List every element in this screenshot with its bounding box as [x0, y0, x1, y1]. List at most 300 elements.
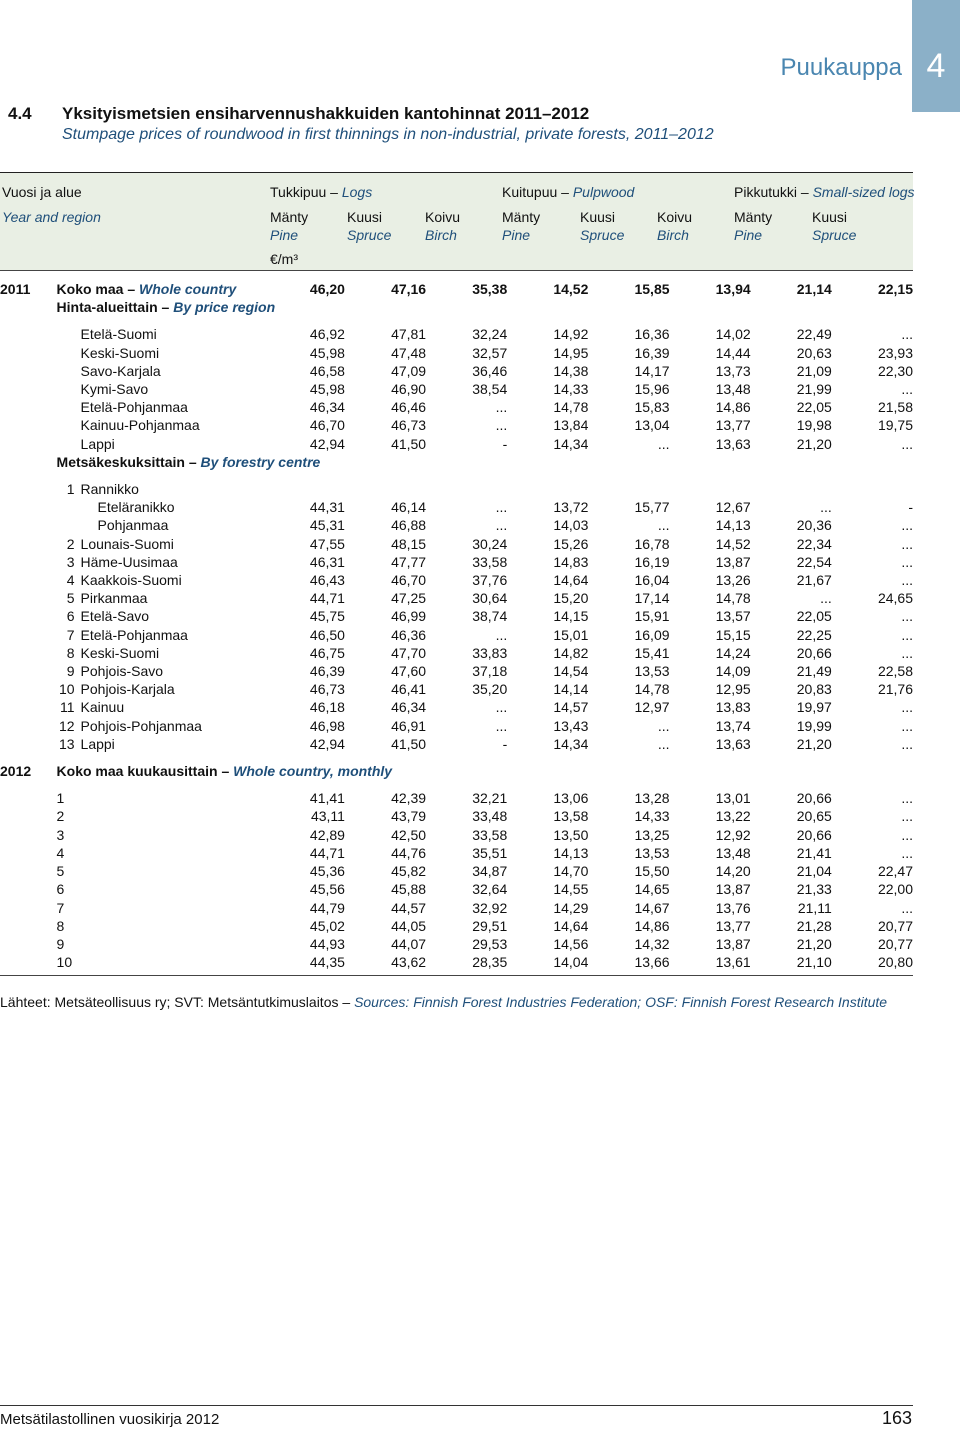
value-cell: 22,47	[877, 863, 913, 880]
value-cell: 12,95	[715, 681, 751, 698]
value-cell: 44,35	[309, 954, 345, 971]
table-row: 1 Rannikko	[66, 481, 139, 498]
value-cell: 14,34	[553, 735, 589, 752]
value-cell: ...	[901, 790, 913, 807]
month-label: 8	[56, 917, 65, 934]
value-cell: 41,50	[391, 435, 427, 452]
value-cell: 22,54	[796, 553, 832, 570]
value-cell: 14,17	[634, 362, 670, 379]
value-cell: 22,05	[796, 608, 832, 625]
header-species-en: Birch	[657, 227, 689, 243]
section-heading: Metsäkeskuksittain – By forestry centre	[56, 453, 321, 470]
table-row	[0, 362, 913, 380]
value-cell: 14,33	[553, 381, 589, 398]
value-cell: 47,60	[391, 663, 427, 680]
value-cell: 14,38	[553, 362, 589, 379]
value-cell: 13,28	[634, 790, 670, 807]
value-cell: 47,09	[391, 362, 427, 379]
value-cell: 14,83	[553, 553, 589, 570]
section-heading: Hinta-alueittain – By price region	[56, 299, 276, 316]
value-cell: 46,91	[391, 717, 427, 734]
value-cell: 14,52	[715, 535, 751, 552]
header-species-en: Spruce	[812, 227, 857, 243]
value-cell: 14,78	[634, 681, 670, 698]
value-cell: 22,15	[877, 281, 913, 297]
value-cell: 33,83	[472, 644, 508, 661]
value-cell: 44,71	[309, 590, 345, 607]
value-cell: 32,21	[472, 790, 508, 807]
header-species-fi: Mänty	[734, 209, 773, 225]
header-species-fi: Kuusi	[347, 209, 383, 225]
row-label: Pohjois-Karjala	[80, 681, 175, 698]
value-cell: 13,74	[715, 717, 751, 734]
value-cell: 35,20	[472, 681, 508, 698]
value-cell: 19,97	[796, 699, 832, 716]
value-cell: 23,93	[877, 344, 913, 361]
value-cell: 13,87	[715, 881, 751, 898]
value-cell: 14,33	[634, 808, 670, 825]
value-cell: 46,98	[309, 717, 345, 734]
value-cell: 14,02	[715, 326, 751, 343]
table-row	[0, 398, 913, 416]
row-label: Pohjois-Pohjanmaa	[80, 717, 202, 734]
table-row	[0, 498, 913, 516]
value-cell: 21,99	[796, 381, 832, 398]
value-cell: 46,50	[309, 626, 345, 643]
year-label: 2012	[0, 763, 32, 780]
value-cell: 14,13	[553, 844, 589, 861]
table-row: 4 Kaakkois-Suomi 46,43 46,70 37,76 14,64 16,04 13,26 21,67 ...	[66, 572, 913, 589]
value-cell: 46,70	[309, 417, 345, 434]
month-label: 5	[56, 863, 65, 880]
table-row: 2011 Koko maa – Whole country 46,20 47,16 35,38 14,52 15,85 13,94 21,14 22,15	[0, 281, 913, 297]
value-cell: 47,55	[309, 535, 345, 552]
price-table	[0, 172, 913, 976]
value-cell: 22,00	[877, 881, 913, 898]
row-label: Keski-Suomi	[80, 644, 160, 661]
value-cell: 46,92	[309, 326, 345, 343]
value-cell: 14,78	[715, 590, 751, 607]
value-cell: ...	[901, 808, 913, 825]
value-cell: 33,58	[472, 826, 508, 843]
title-fi: 4.4 Yksityismetsien ensiharvennushakkuiden kantohinnat 2011–2012	[8, 104, 590, 123]
value-cell: 33,48	[472, 808, 508, 825]
value-cell: 15,41	[634, 644, 670, 661]
value-cell: ...	[901, 535, 913, 552]
value-cell: 13,48	[715, 381, 751, 398]
chapter-name: Puukauppa	[780, 54, 902, 81]
value-cell: ...	[901, 608, 913, 625]
value-cell: 21,10	[796, 954, 832, 971]
table-row	[0, 953, 913, 971]
value-cell: 19,75	[877, 417, 913, 434]
value-cell: 13,77	[715, 917, 751, 934]
header-species-en: Pine	[270, 227, 299, 243]
value-cell: 21,49	[796, 663, 832, 680]
row-label: Pohjanmaa	[97, 517, 169, 534]
table-row	[0, 844, 913, 862]
value-cell: 15,85	[634, 281, 670, 297]
table-row	[0, 325, 913, 343]
value-cell: 21,14	[796, 281, 832, 297]
value-cell: 13,63	[715, 735, 751, 752]
value-cell: 37,18	[472, 663, 508, 680]
row-label: Lappi	[80, 435, 115, 452]
value-cell: 45,75	[309, 608, 345, 625]
value-cell: 44,79	[309, 899, 345, 916]
value-cell: 21,04	[796, 863, 832, 880]
value-cell: 15,20	[553, 590, 589, 607]
table-row	[0, 880, 913, 898]
value-cell: ...	[657, 717, 670, 734]
row-label: Keski-Suomi	[80, 344, 160, 361]
value-cell: 43,11	[310, 808, 345, 825]
row-label: Pohjois-Savo	[80, 663, 164, 680]
value-cell: ...	[901, 844, 913, 861]
value-cell: 16,39	[634, 344, 670, 361]
row-label: Eteläranikko	[97, 499, 175, 516]
value-cell: 15,91	[634, 608, 670, 625]
value-cell: 21,41	[796, 844, 832, 861]
value-cell: 45,88	[391, 881, 427, 898]
value-cell: 16,78	[634, 535, 670, 552]
value-cell: 32,92	[472, 899, 508, 916]
value-cell: 22,34	[796, 535, 832, 552]
title-en: Stumpage prices of roundwood in first thinnings in non-industrial, private forests, 2011–2012	[62, 126, 714, 143]
value-cell: 15,96	[634, 381, 670, 398]
row-label: Lounais-Suomi	[80, 535, 174, 552]
value-cell: 43,62	[391, 954, 427, 971]
value-cell: 32,64	[472, 881, 508, 898]
header-species-en: Spruce	[347, 227, 392, 243]
value-cell: 48,15	[391, 535, 427, 552]
row-label: Kaakkois-Suomi	[80, 572, 182, 589]
table-row	[0, 789, 913, 807]
value-cell: 14,09	[715, 663, 751, 680]
row-label: Etelä-Savo	[80, 608, 150, 625]
value-cell: 44,71	[309, 844, 345, 861]
value-cell: 38,54	[472, 381, 508, 398]
value-cell: 14,54	[553, 663, 589, 680]
value-cell: 24,65	[877, 590, 913, 607]
value-cell: 47,70	[391, 644, 427, 661]
value-cell: 22,30	[877, 362, 913, 379]
section-heading: 2012 Koko maa kuukausittain – Whole country, monthly	[0, 763, 393, 780]
value-cell: ...	[901, 435, 913, 452]
value-cell: 42,94	[309, 735, 345, 752]
value-cell: 14,86	[715, 399, 751, 416]
value-cell: 15,83	[634, 399, 670, 416]
value-cell: 13,94	[715, 281, 751, 297]
value-cell: 46,58	[309, 362, 345, 379]
value-cell: 14,86	[634, 917, 670, 934]
value-cell: 47,16	[391, 281, 427, 297]
value-cell: 44,05	[391, 917, 427, 934]
value-cell: 34,87	[472, 863, 508, 880]
value-cell: 12,97	[634, 699, 670, 716]
value-cell: 21,33	[796, 881, 832, 898]
value-cell: 32,57	[472, 344, 508, 361]
table-row: 3 Häme-Uusimaa 46,31 47,77 33,58 14,83 16,19 13,87 22,54 ...	[66, 553, 913, 570]
table-row	[0, 344, 913, 362]
value-cell: 13,87	[715, 553, 751, 570]
value-cell: 20,66	[796, 644, 832, 661]
value-cell: 16,09	[634, 626, 670, 643]
value-cell: 19,98	[796, 417, 832, 434]
value-cell: 20,65	[796, 808, 832, 825]
value-cell: ...	[495, 499, 508, 516]
value-cell: 46,73	[391, 417, 427, 434]
value-cell: 45,82	[391, 863, 427, 880]
value-cell: 38,74	[472, 608, 508, 625]
table-row: 2 Lounais-Suomi 47,55 48,15 30,24 15,26 16,78 14,52 22,34 ...	[66, 535, 913, 552]
table-row	[0, 917, 913, 935]
header-group-pulpwood: Kuitupuu – Pulpwood	[502, 184, 635, 200]
table-number: 4.4	[8, 104, 32, 123]
value-cell: 20,66	[796, 790, 832, 807]
value-cell: 13,58	[553, 808, 589, 825]
value-cell: 28,35	[472, 954, 508, 971]
sources-note: Lähteet: Metsäteollisuus ry; SVT: Metsäntutkimuslaitos – Sources: Finnish Forest Industries Federation; OSF: Finnish Forest Research Institute	[0, 994, 888, 1010]
value-cell: ...	[657, 435, 670, 452]
value-cell: 32,24	[472, 326, 508, 343]
table-row: 7 Etelä-Pohjanmaa 46,50 46,36 ... 15,01 16,09 15,15 22,25 ...	[66, 626, 913, 643]
value-cell: ...	[901, 826, 913, 843]
table-row: 11 Kainuu 46,18 46,34 ... 14,57 12,97 13,83 19,97 ...	[59, 699, 913, 716]
value-cell: 46,46	[391, 399, 427, 416]
value-cell: 44,07	[391, 935, 427, 952]
row-label: Kainuu	[80, 699, 125, 716]
table-row	[0, 416, 913, 434]
row-label: Häme-Uusimaa	[80, 553, 178, 570]
value-cell: ...	[901, 572, 913, 589]
value-cell: 35,38	[472, 281, 508, 297]
value-cell: ...	[901, 899, 913, 916]
value-cell: 46,36	[391, 626, 427, 643]
value-cell: 45,02	[309, 917, 345, 934]
value-cell: 13,53	[634, 844, 670, 861]
value-cell: 14,95	[553, 344, 589, 361]
data-table	[0, 271, 913, 976]
value-cell: ...	[901, 644, 913, 661]
month-label: 3	[56, 826, 65, 843]
header-species-en: Spruce	[580, 227, 625, 243]
value-cell: 14,24	[715, 644, 751, 661]
row-label: Lappi	[80, 735, 115, 752]
value-cell: 13,57	[715, 608, 751, 625]
value-cell: 13,61	[715, 954, 751, 971]
value-cell: 46,31	[309, 553, 345, 570]
value-cell: 30,64	[472, 590, 508, 607]
value-cell: 46,39	[309, 663, 345, 680]
value-cell: ...	[657, 517, 670, 534]
value-cell: 13,43	[553, 717, 589, 734]
value-cell: 21,76	[877, 681, 913, 698]
value-cell: 12,67	[715, 499, 751, 516]
month-label: 9	[56, 935, 65, 952]
value-cell: 13,01	[715, 790, 751, 807]
value-cell: 46,73	[309, 681, 345, 698]
value-cell: 15,15	[715, 626, 751, 643]
value-cell: 46,88	[391, 517, 427, 534]
value-cell: 14,34	[553, 435, 589, 452]
value-cell: 13,72	[553, 499, 589, 516]
value-cell: 22,58	[877, 663, 913, 680]
header-species-en: Pine	[502, 227, 531, 243]
value-cell: 46,18	[309, 699, 345, 716]
value-cell: 42,50	[391, 826, 427, 843]
value-cell: 16,36	[634, 326, 670, 343]
value-cell: 14,57	[553, 699, 589, 716]
table-row: 13 Lappi 42,94 41,50 - 14,34 ... 13,63 21,20 ...	[58, 735, 913, 752]
table-row	[0, 826, 913, 844]
value-cell: 14,92	[553, 326, 589, 343]
value-cell: 42,39	[391, 790, 427, 807]
row-label: Kymi-Savo	[80, 381, 149, 398]
row-label: Etelä-Pohjanmaa	[80, 626, 188, 643]
value-cell: 14,52	[553, 281, 589, 297]
value-cell: 46,14	[391, 499, 427, 516]
value-cell: ...	[820, 499, 832, 516]
value-cell: 46,43	[309, 572, 345, 589]
value-cell: 13,73	[715, 362, 751, 379]
value-cell: ...	[901, 735, 913, 752]
value-cell: 45,98	[309, 344, 345, 361]
chapter-number-tab: 4	[912, 0, 960, 112]
table-row: 5 Pirkanmaa 44,71 47,25 30,64 15,20 17,14 14,78 ... 24,65	[66, 590, 913, 607]
value-cell: ...	[495, 717, 508, 734]
value-cell: 20,63	[796, 344, 832, 361]
value-cell: 15,77	[634, 499, 670, 516]
value-cell: 14,20	[715, 863, 751, 880]
value-cell: 47,48	[391, 344, 427, 361]
value-cell: 37,76	[472, 572, 508, 589]
value-cell: 14,04	[553, 954, 589, 971]
value-cell: 29,51	[472, 917, 508, 934]
value-cell: ...	[495, 699, 508, 716]
value-cell: 45,56	[309, 881, 345, 898]
value-cell: 21,20	[796, 935, 832, 952]
value-cell: 14,82	[553, 644, 589, 661]
footer-publication: Metsätilastollinen vuosikirja 2012	[0, 1411, 220, 1428]
table-row: 9 Pohjois-Savo 46,39 47,60 37,18 14,54 13,53 14,09 21,49 22,58	[66, 663, 913, 680]
value-cell: 22,05	[796, 399, 832, 416]
value-cell: 13,83	[715, 699, 751, 716]
header-species-fi: Koivu	[425, 209, 461, 225]
month-label: 7	[56, 899, 65, 916]
value-cell: 12,92	[715, 826, 751, 843]
row-label: Etelä-Suomi	[80, 326, 157, 343]
value-cell: 14,56	[553, 935, 589, 952]
value-cell: ...	[657, 735, 670, 752]
table-row	[0, 380, 913, 398]
header-group-small-logs: Pikkutukki – Small-sized logs	[734, 184, 915, 200]
value-cell: ...	[901, 717, 913, 734]
month-label: 2	[56, 808, 65, 825]
value-cell: 13,50	[553, 826, 589, 843]
value-cell: ...	[901, 517, 913, 534]
table-row: 10 Pohjois-Karjala 46,73 46,41 35,20 14,14 14,78 12,95 20,83 21,76	[58, 681, 913, 698]
value-cell: 47,25	[391, 590, 427, 607]
value-cell: 13,06	[553, 790, 589, 807]
year-label: 2011	[0, 281, 31, 297]
value-cell: 46,34	[309, 399, 345, 416]
value-cell: -	[502, 435, 508, 452]
value-cell: 20,83	[796, 681, 832, 698]
value-cell: 14,03	[553, 517, 589, 534]
value-cell: 14,13	[715, 517, 751, 534]
value-cell: 20,66	[796, 826, 832, 843]
value-cell: ...	[901, 326, 913, 343]
value-cell: 20,36	[796, 517, 832, 534]
value-cell: 13,22	[715, 808, 751, 825]
value-cell: 13,25	[634, 826, 670, 843]
row-label: Pirkanmaa	[80, 590, 148, 607]
value-cell: 13,48	[715, 844, 751, 861]
value-cell: 20,77	[877, 917, 913, 934]
value-cell: 14,15	[553, 608, 589, 625]
value-cell: 14,65	[634, 881, 670, 898]
value-cell: 46,34	[391, 699, 427, 716]
value-cell: 46,75	[309, 644, 345, 661]
value-cell: ...	[901, 699, 913, 716]
value-cell: 17,14	[634, 590, 670, 607]
value-cell: 13,63	[715, 435, 751, 452]
value-cell: 13,84	[553, 417, 589, 434]
value-cell: 15,01	[553, 626, 589, 643]
header-region-fi: Vuosi ja alue	[2, 184, 82, 200]
header-species-fi: Kuusi	[580, 209, 616, 225]
value-cell: 14,64	[553, 572, 589, 589]
row-label: Etelä-Pohjanmaa	[80, 399, 188, 416]
value-cell: 33,58	[472, 553, 508, 570]
month-label: 1	[56, 790, 65, 807]
row-label: Rannikko	[80, 481, 139, 498]
value-cell: 42,89	[309, 826, 345, 843]
value-cell: ...	[495, 626, 508, 643]
value-cell: 47,81	[391, 326, 427, 343]
value-cell: 14,32	[634, 935, 670, 952]
value-cell: 44,76	[391, 844, 427, 861]
value-cell: 35,51	[472, 844, 508, 861]
header-species-fi: Mänty	[502, 209, 541, 225]
value-cell: 41,50	[391, 735, 427, 752]
value-cell: 14,70	[553, 863, 589, 880]
value-cell: 14,44	[715, 344, 751, 361]
header-species-en: Birch	[425, 227, 457, 243]
value-cell: 15,26	[553, 535, 589, 552]
value-cell: 15,50	[634, 863, 670, 880]
value-cell: 47,77	[391, 553, 427, 570]
table-row	[0, 899, 913, 917]
header-species-fi: Kuusi	[812, 209, 848, 225]
value-cell: 13,87	[715, 935, 751, 952]
value-cell: ...	[820, 590, 832, 607]
value-cell: 42,94	[309, 435, 345, 452]
value-cell: 13,66	[634, 954, 670, 971]
table-row	[0, 862, 913, 880]
value-cell: 13,04	[634, 417, 670, 434]
month-label: 6	[56, 881, 65, 898]
value-cell: ...	[495, 417, 508, 434]
value-cell: 21,20	[796, 735, 832, 752]
value-cell: 20,77	[877, 935, 913, 952]
value-cell: 14,29	[553, 899, 589, 916]
value-cell: 46,90	[391, 381, 427, 398]
value-cell: 21,09	[796, 362, 832, 379]
value-cell: 14,78	[553, 399, 589, 416]
value-cell: 14,67	[634, 899, 670, 916]
